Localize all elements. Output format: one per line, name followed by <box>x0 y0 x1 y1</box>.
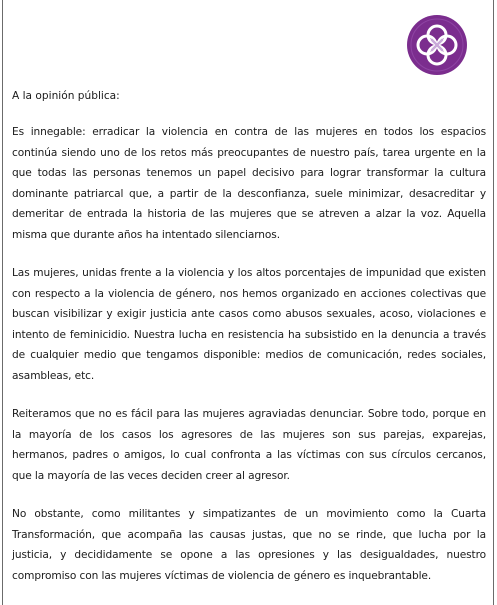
paragraph-1: Es innegable: erradicar la violencia en contra de las mujeres en todos los espacios continúa siendo uno de los retos más preocupantes de nuestro país, tarea urgente en la que todas las personas tenemos un papel decisivo para lograr transformar la cultura dominante patriarcal que, a partir de la desconfianza, suele minimizar, desacreditar y demeritar de entrada la historia de las mujeres que se atreven a alzar la voz. Aquella misma que durante años ha intentado silenciarnos. <box>12 126 486 241</box>
paragraph-2: Las mujeres, unidas frente a la violencia y los altos porcentajes de impunidad que existen con respecto a la violencia de género, nos hemos organizado en acciones colectivas que buscan visibilizar y exigir justicia ante casos como abusos sexuales, acoso, violaciones e intento de feminicidio. Nuestra lucha en resistencia ha subsistido en la denuncia a través de cualquier medio que tengamos disponible: medios de comunicación, redes sociales, asambleas, etc. <box>12 267 486 382</box>
interlocking-rings-logo <box>406 14 468 76</box>
document-body <box>12 86 486 604</box>
salutation: A la opinión pública: <box>12 90 120 102</box>
paragraph-4: No obstante, como militantes y simpatizantes de un movimiento como la Cuarta Transformación, que acompaña las causas justas, que no se rinde, que lucha por la justicia, y decididamente se opone a las opresiones y las desigualdades, nuestro compromiso con las mujeres víctimas de violencia de género es inquebrantable. <box>12 508 486 582</box>
paragraph-3: Reiteramos que no es fácil para las mujeres agraviadas denunciar. Sobre todo, porque en la mayoría de los casos los agresores de las mujeres son sus parejas, exparejas, hermanos, padres o amigos, lo cual confronta a las víctimas con sus círculos cercanos, que la mayoría de las veces deciden creer al agresor. <box>12 408 486 482</box>
